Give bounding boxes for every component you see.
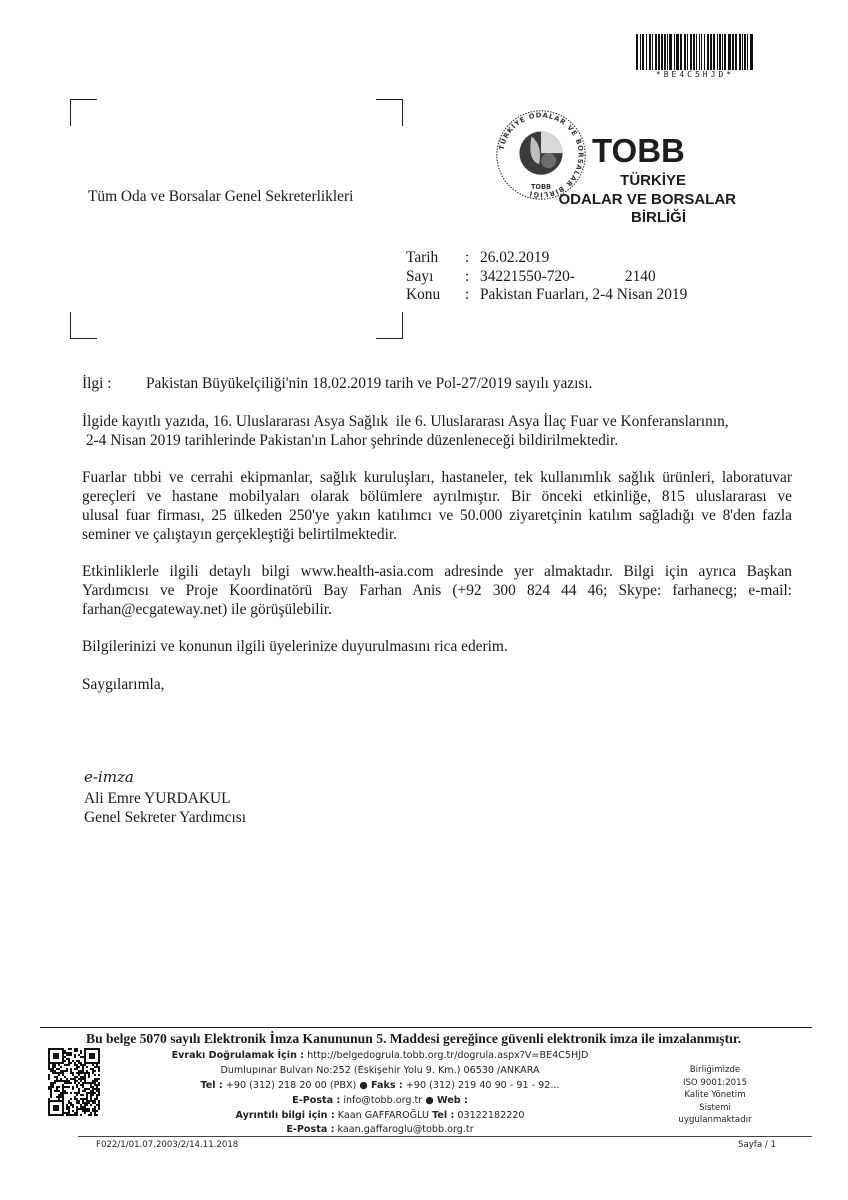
email-label: E-Posta : xyxy=(292,1095,341,1106)
address-bracket-top-left xyxy=(70,99,97,126)
paragraph-1-line-2: 2-4 Nisan 2019 tarihlerinde Pakistan'ın Lahor şehrinde düzenleneceği bildirilmektedir. xyxy=(82,432,619,449)
ref-value: 34221550-720- xyxy=(480,267,575,285)
signatory-name: Ali Emre YURDAKUL xyxy=(84,790,231,807)
contact-value: Kaan GAFFAROĞLU xyxy=(334,1110,433,1121)
ref-row-subject xyxy=(406,286,687,305)
ref-number-extra: 2140 xyxy=(624,267,656,285)
ilgi-text: Pakistan Büyükelçiliği'nin 18.02.2019 tarih ve Pol-27/2019 sayılı yazısı. xyxy=(146,375,593,392)
email-value: info@tobb.org.tr xyxy=(340,1095,426,1106)
e-signature-notice: Bu belge 5070 sayılı Elektronik İmza Kanununun 5. Maddesi gereğince güvenli elektronik imza ile imzalanmıştır. xyxy=(86,1031,742,1046)
paragraph-2-line-2: gereçleri ve hastane mobilyaları olarak bölümlere ayrılmıştır. Bir önceki etkinliğe, 815 uluslararası ve xyxy=(82,488,792,505)
fax-value: +90 (312) 219 40 90 - 91 - 92... xyxy=(402,1080,560,1091)
paragraph-3-line-2: Yardımcısı ve Proje Koordinatörü Bay Farhan Anis (+92 300 824 44 46; Skype: farhanecg; e-mail: xyxy=(82,582,792,599)
contact-label: Ayrıntılı bilgi için : xyxy=(235,1110,335,1121)
ref-label: Tarih xyxy=(406,249,439,266)
ref-label: Konu xyxy=(406,286,441,303)
logo-wordmark: TOBB xyxy=(592,132,685,169)
address-bracket-bottom-right xyxy=(376,312,403,339)
paragraph-2-line-4: seminer ve çalıştayın gerçekleştiği belirtilmektedir. xyxy=(82,526,397,543)
ref-value: 26.02.2019 xyxy=(480,249,550,266)
logo-line-birligi: BİRLİĞİ xyxy=(631,209,686,226)
iso-line: Birliğimizde xyxy=(689,1065,741,1075)
contact-email-value: kaan.gaffaroglu@tobb.org.tr xyxy=(334,1124,474,1135)
recipient: Tüm Oda ve Borsalar Genel Sekreterlikleri xyxy=(88,188,354,205)
page-number: Sayfa / 1 xyxy=(738,1140,776,1150)
footer-email-web xyxy=(120,1095,640,1106)
address-bracket-top-right xyxy=(376,99,403,126)
footer-bottom-rule xyxy=(78,1136,812,1137)
footer-contact-email xyxy=(120,1124,640,1135)
tel-value: +90 (312) 218 20 00 (PBX) xyxy=(222,1080,360,1091)
iso-line: ISO 9001:2015 xyxy=(682,1077,748,1088)
svg-text:TÜRKİYE ODALAR VE BORSALAR BİR: TÜRKİYE ODALAR VE BORSALAR BİRLİĞİ xyxy=(497,111,585,199)
verify-label: Evrakı Doğrulamak İçin : xyxy=(171,1050,305,1061)
form-code: F022/1/01.07.2003/2/14.11.2018 xyxy=(96,1140,239,1150)
ref-label: Sayı xyxy=(406,267,434,285)
signatory-title: Genel Sekreter Yardımcısı xyxy=(84,809,246,826)
contact-tel-label: Tel : xyxy=(432,1110,455,1121)
footer-verify xyxy=(120,1050,640,1061)
ref-row-number xyxy=(406,268,687,287)
svg-text:TOBB: TOBB xyxy=(530,182,552,191)
ilgi-label: İlgi : xyxy=(82,375,112,392)
barcode-text: *BE4C5HJD* xyxy=(655,70,735,79)
closing: Saygılarımla, xyxy=(82,676,165,693)
iso-notice xyxy=(660,1064,770,1127)
e-imza-mark: e-imza xyxy=(84,768,134,786)
ref-value: Pakistan Fuarları, 2-4 Nisan 2019 xyxy=(480,286,688,303)
tobb-seal-logo xyxy=(494,108,588,202)
tel-label: Tel : xyxy=(200,1080,223,1091)
paragraph-2-line-3: ulusal fuar firması, 25 ülkeden 250'ye yakın katılımcı ve 50.000 ziyaretçinin katılım sağladığı ve 8'den fazla xyxy=(82,507,792,524)
footer-address: Dumlupınar Bulvarı No:252 (Eskişehir Yolu 9. Km.) 06530 /ANKARA xyxy=(220,1065,540,1076)
iso-line: uygulanmaktadır xyxy=(678,1115,752,1125)
footer-contact xyxy=(120,1110,640,1121)
qr-code xyxy=(48,1048,100,1116)
iso-line: Sistemi xyxy=(699,1102,731,1113)
logo-line-odalar: ODALAR VE BORSALAR xyxy=(558,191,736,208)
contact-tel-value: 03122182220 xyxy=(454,1110,525,1121)
contact-email-label: E-Posta : xyxy=(286,1124,335,1135)
verify-url: http://belgedogrula.tobb.org.tr/dogrula.aspx?V=BE4C5HJD xyxy=(304,1050,589,1061)
paragraph-3-line-1: Etkinliklerle ilgili detaylı bilgi www.health-asia.com adresinde yer almaktadır. Bilgi için ayrıca Başkan xyxy=(82,563,792,580)
footer-phone-fax xyxy=(120,1080,640,1091)
logo-line-turkiye: TÜRKİYE xyxy=(620,172,686,189)
ref-sep: : xyxy=(464,267,470,285)
ref-sep: : xyxy=(464,286,470,303)
footer-rule xyxy=(40,1027,812,1028)
address-bracket-bottom-left xyxy=(70,312,97,339)
fax-label: ● Faks : xyxy=(359,1080,403,1091)
paragraph-2-line-1: Fuarlar tıbbi ve cerrahi ekipmanlar, sağlık kuruluşları, hastaneler, tek kullanımlık sağlık ürünleri, laboratuvar xyxy=(82,469,792,486)
ref-row-date xyxy=(406,249,687,268)
iso-line: Kalite Yönetim xyxy=(684,1090,746,1100)
paragraph-4: Bilgilerinizi ve konunun ilgili üyelerinize duyurulmasını rica ederim. xyxy=(82,638,508,655)
paragraph-1-line-1: İlgide kayıtlı yazıda, 16. Uluslararası Asya Sağlık ile 6. Uluslararası Asya İlaç Fuar ve Konferanslarının, xyxy=(82,413,729,430)
web-label: ● Web : xyxy=(425,1095,468,1106)
reference-block xyxy=(406,249,687,305)
paragraph-3-line-3: farhan@ecgateway.net) ile görüşülebilir. xyxy=(82,601,332,618)
ref-sep: : xyxy=(464,249,470,266)
barcode xyxy=(636,34,754,70)
